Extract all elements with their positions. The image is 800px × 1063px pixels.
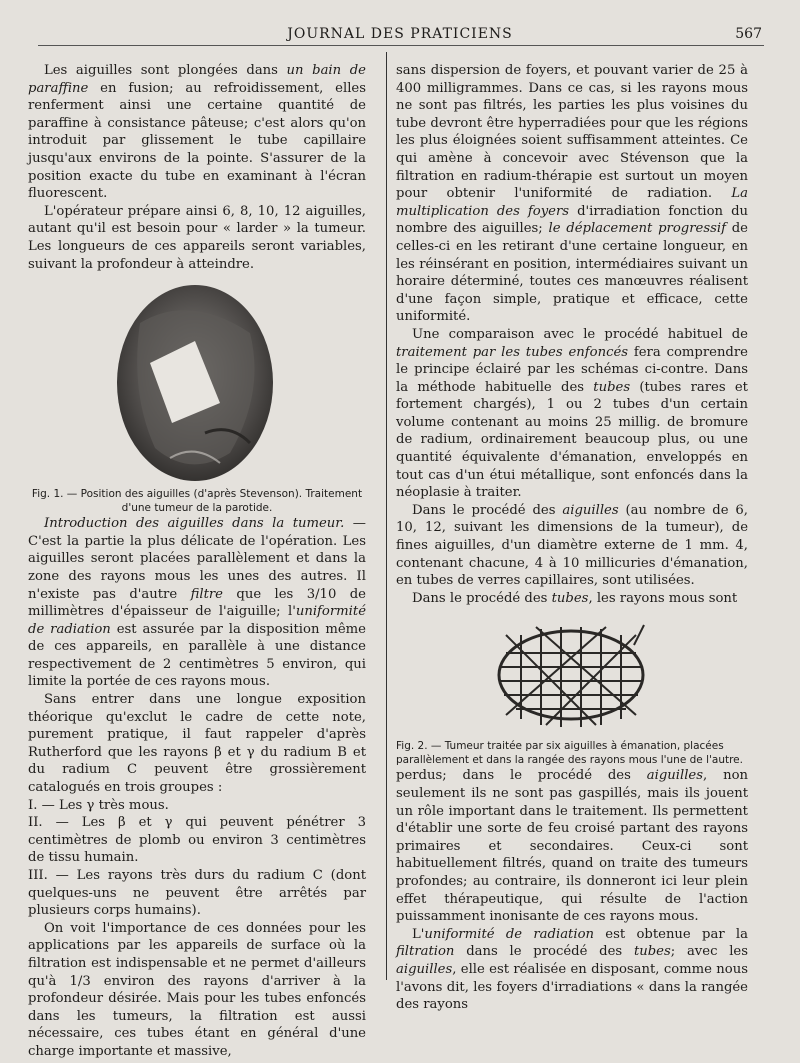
journal-title: JOURNAL DES PRATICIENS bbox=[287, 26, 513, 42]
list-item: II. — Les β et γ qui peuvent pénétrer 3 centimètres de plomb ou environ 3 centimètres de tissu humain. bbox=[28, 815, 366, 866]
paragraph: Dans le procédé des tubes, les rayons mous sont bbox=[412, 590, 738, 606]
left-column bbox=[28, 62, 366, 1061]
list-item: III. — Les rayons très durs du radium C (dont quelques-uns ne peuvent être arrêtés par plusieurs corps humains). bbox=[28, 868, 366, 919]
paragraph: Les aiguilles sont plongées dans un bain de paraffine en fusion; au refroidissement, elles renferment ainsi une certaine quantité de paraffine à consistance pâteuse; c'est alors qu'on introduit par glissement le tube capillaire jusqu'aux environs de la pointe. S'assurer de la position exacte du tube en examinant à l'écran fluorescent. bbox=[28, 63, 366, 202]
needle-grid-diagram bbox=[486, 615, 656, 733]
paragraph: Sans entrer dans une longue exposition théorique qu'exclut le cadre de cette note, purement pratique, il faut rappeler d'après Rutherford que les rayons β et γ du radium B et du radium C peuvent être grossièrement catalogués en trois groupes : bbox=[28, 692, 366, 796]
patient-photo-illustration bbox=[110, 283, 280, 483]
page-number: 567 bbox=[735, 26, 762, 42]
paragraph: Introduction des aiguilles dans la tumeur. — C'est la partie la plus délicate de l'opération. Les aiguilles seront placées parallèlement et dans la zone des rayons mous les unes des autres. Il n'existe pas d'autre filtre que les 3/10 de millimètres d'épaisseur de l'aiguille; l'uniformité de radiation est assurée par la disposition même de ces appareils, en parallèle à une distance respectivement de 2 centimètres 5 environ, qui limite la portée de ces rayons mous. bbox=[28, 516, 366, 690]
paragraph: sans dispersion de foyers, et pouvant varier de 25 à 400 milligrammes. Dans ce cas, si les rayons mous ne sont pas filtrés, les parties les plus voisines du tube devront être hyperradiées pour que les régions les plus éloignées soient suffisamment atteintes. Ce qui amène à concevoir avec Stévenson que la filtration en radium-thérapie est surtout un moyen pour obtenir l'uniformité de radiation. La multiplication des foyers d'irradiation fonction du nombre des aiguilles; le déplacement progressif de celles-ci en les retirant d'une certaine longueur, en les réinsérant en position, intermédiaires suivant un horaire déterminé, toutes ces manœuvres réalisent d'une façon simple, pratique et efficace, cette uniformité. bbox=[396, 63, 748, 325]
figure-1 bbox=[28, 283, 366, 483]
figure-2 bbox=[396, 615, 748, 735]
page-header bbox=[0, 26, 800, 46]
column-divider bbox=[386, 52, 387, 980]
figure-1-caption: Fig. 1. — Position des aiguilles (d'après Stevenson). Traitement d'une tumeur de la parotide. bbox=[31, 488, 363, 515]
paragraph: perdus; dans le procédé des aiguilles, non seulement ils ne sont pas gaspillés, mais ils jouent un rôle important dans le traitement. Ils permettent d'établir une sorte de feu croisé partant des rayons primaires et secondaires. Ceux-ci sont habituellement filtrés, quand on traite des tumeurs profondes; au contraire, ils donneront ici leur plein effet thérapeutique, qui résulte de l'action puissamment inonisante de ces rayons mous. bbox=[396, 768, 749, 925]
paragraph: Une comparaison avec le procédé habituel de traitement par les tubes enfoncés fera comprendre le principe éclairé par les schémas ci-contre. Dans la méthode habituelle des tubes (tubes rares et fortement chargés), 1 ou 2 tubes d'un certain volume contenant au moins 25 millig. de bromure de radium, ordinairement beaucoup plus, ou une quantité équivalente d'émanation, enveloppés en tout cas d'un étui métallique, sont enfoncés dans la néoplasie à traiter. bbox=[396, 326, 748, 501]
list-item: I. — Les γ très mous. bbox=[28, 797, 169, 813]
paragraph: On voit l'importance de ces données pour les applications par les appareils de surface où la filtration est indispensable et ne permet d'ailleurs qu'à 1/3 environ des rayons d'arriver à la profondeur désirée. Mais pour les tubes enfoncés dans les tumeurs, la filtration est aussi nécessaire, ces tubes étant en général d'une charge importante et massive, bbox=[28, 920, 366, 1059]
paragraph: Dans le procédé des aiguilles (au nombre de 6, 10, 12, suivant les dimensions de la tumeur), de fines aiguilles, d'un diamètre externe de 1 mm. 4, contenant chacune, 4 à 10 millicuries d'émanation, en tubes de verres capillaires, sont utilisées. bbox=[396, 502, 748, 589]
right-column bbox=[396, 62, 748, 1014]
paragraph: L'opérateur prépare ainsi 6, 8, 10, 12 aiguilles, autant qu'il est besoin pour « larder » la tumeur. Les longueurs de ces appareils seront variables, suivant la profondeur à atteindre. bbox=[28, 203, 366, 272]
figure-2-caption: Fig. 2. — Tumeur traitée par six aiguilles à émanation, placées parallèlement et dans la rangée des rayons mous l'une de l'autre. bbox=[396, 740, 743, 767]
header-rule bbox=[38, 45, 764, 46]
paragraph: L'uniformité de radiation est obtenue par la filtration dans le procédé des tubes; avec les aiguilles, elle est réalisée en disposant, comme nous l'avons dit, les foyers d'irradiations « dans la rangée des rayons bbox=[396, 926, 748, 1013]
